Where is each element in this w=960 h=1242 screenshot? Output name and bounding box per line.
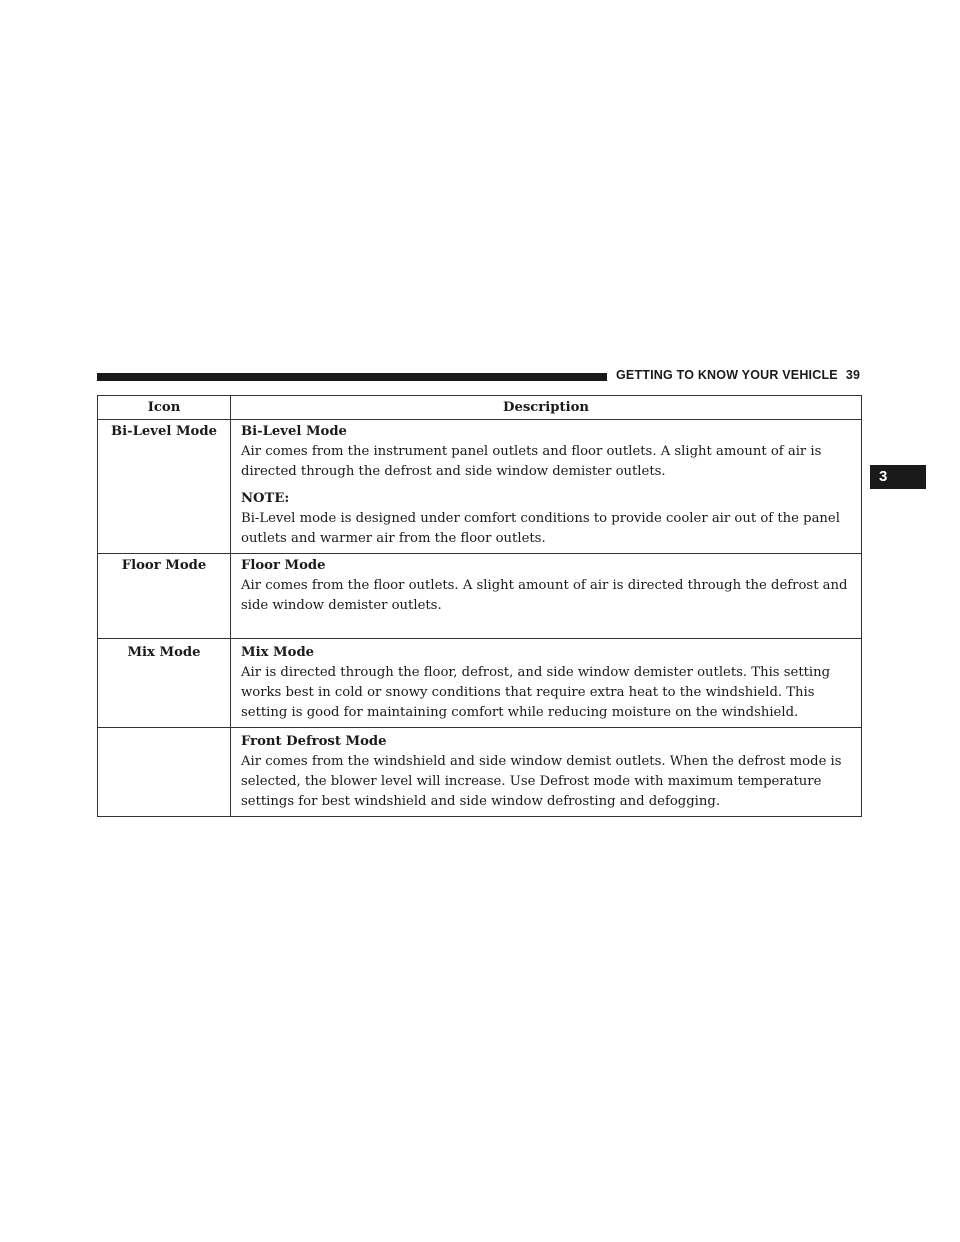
table-row bbox=[98, 728, 862, 817]
column-header-icon: Icon bbox=[98, 396, 231, 420]
description-cell bbox=[231, 728, 862, 817]
table-row bbox=[98, 554, 862, 639]
column-header-description: Description bbox=[231, 396, 862, 420]
mode-description: Air is directed through the floor, defrost, and side window demister outlets. This setting works best in cold or snowy conditions that require extra heat to the windshield. This setting is good for maintaining comfort while reducing moisture on the windshield. bbox=[241, 665, 831, 720]
icon-cell: Mix Mode bbox=[98, 639, 231, 728]
note-text: Bi-Level mode is designed under comfort conditions to provide cooler air out of the panel outlets and warmer air from the floor outlets. bbox=[241, 511, 840, 546]
table-row bbox=[98, 639, 862, 728]
mode-description: Air comes from the instrument panel outlets and floor outlets. A slight amount of air is directed through the defrost and side window demister outlets. bbox=[241, 444, 822, 479]
section-title: GETTING TO KNOW YOUR VEHICLE bbox=[616, 368, 838, 382]
description-cell bbox=[231, 420, 862, 554]
climate-mode-table bbox=[97, 395, 862, 817]
mode-title: Floor Mode bbox=[241, 558, 326, 573]
table-row bbox=[98, 420, 862, 554]
note-label: NOTE: bbox=[241, 491, 290, 506]
mode-title: Mix Mode bbox=[241, 645, 315, 660]
mode-title: Front Defrost Mode bbox=[241, 734, 387, 749]
running-header bbox=[616, 368, 860, 382]
page-number: 39 bbox=[845, 368, 861, 382]
icon-cell: Floor Mode bbox=[98, 554, 231, 639]
description-cell bbox=[231, 554, 862, 639]
header-rule bbox=[97, 373, 607, 381]
icon-cell bbox=[98, 728, 231, 817]
mode-description: Air comes from the windshield and side window demist outlets. When the defrost mode is selected, the blower level will increase. Use Defrost mode with maximum temperature settings for best windshield and side window defrosting and defogging. bbox=[241, 754, 842, 809]
mode-title: Bi-Level Mode bbox=[241, 424, 347, 439]
table-header-row bbox=[98, 396, 862, 420]
chapter-tab: 3 bbox=[870, 465, 926, 489]
description-cell bbox=[231, 639, 862, 728]
mode-description: Air comes from the floor outlets. A slight amount of air is directed through the defrost and side window demister outlets. bbox=[241, 578, 848, 613]
icon-cell: Bi-Level Mode bbox=[98, 420, 231, 554]
